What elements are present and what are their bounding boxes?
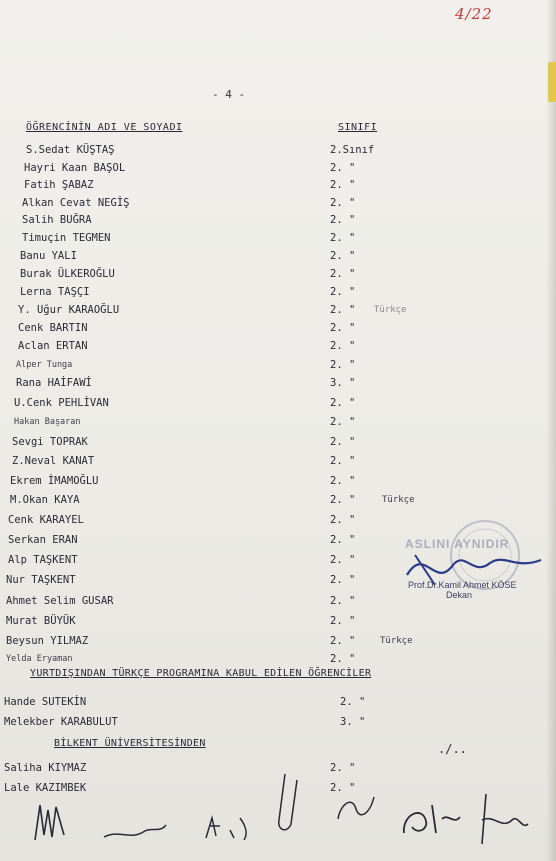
stamp-signer-name: Prof.Dr.Kamil Ahmet KÖSE [408,580,517,590]
section-title-abroad: YURTDIŞINDAN TÜRKÇE PROGRAMINA KABUL EDİLEN ÖĞRENCİLER [30,668,372,679]
student-name: Alp TAŞKENT [8,554,78,566]
table-row [0,714,556,730]
student-name: Lerna TAŞÇI [20,286,90,298]
student-name: Yelda Eryaman [6,654,73,664]
student-name: Nur TAŞKENT [6,574,76,586]
student-note: Türkçe [374,305,407,315]
student-name: Banu YALI [20,250,77,262]
student-name: Murat BÜYÜK [6,615,76,627]
stamp-signer [408,580,517,600]
student-class: 2. " [330,322,356,334]
student-class: 2. " [330,286,356,298]
signature-3-icon [200,810,260,844]
student-class: 2. " [330,455,356,467]
table-row [0,212,556,228]
student-name: Ahmet Selim GUSAR [6,595,114,607]
student-name: Y. Uğur KARAOĞLU [18,304,120,316]
table-row [0,473,556,489]
column-header-name: ÖĞRENCİNİN ADI VE SOYADI [26,122,183,133]
student-note: Türkçe [380,636,413,646]
table-row [0,230,556,246]
student-class: 3. " [330,377,356,389]
student-name: Timuçin TEGMEN [22,232,111,244]
student-name: Beysun YILMAZ [6,635,89,647]
student-class: 2. " [330,214,356,226]
official-stamp-icon [395,515,545,615]
student-class: 2. " [340,696,366,708]
table-row [0,633,556,649]
student-class: 2. " [330,635,356,647]
student-class: 2. " [330,782,356,794]
student-name: U.Cenk PEHLİVAN [14,397,109,409]
student-name: Sevgi TOPRAK [12,436,88,448]
table-row [0,266,556,282]
student-class: 2. " [330,179,356,191]
student-name: Z.Neval KANAT [12,455,95,467]
student-class: 2.Sınıf [330,144,375,156]
student-class: 2. " [330,595,356,607]
student-name: Alkan Cevat NEGİŞ [22,197,130,209]
yellow-tab [548,62,556,102]
table-row [0,195,556,211]
table-row [0,434,556,450]
student-class: 2. " [330,554,356,566]
student-class: 2. " [330,268,356,280]
student-name: Ekrem İMAMOĞLU [10,475,99,487]
page-number: - 4 - [212,88,246,101]
table-row [0,613,556,629]
student-name: Fatih ŞABAZ [24,179,94,191]
student-name: Serkan ERAN [8,534,78,546]
student-class: 2. " [330,514,356,526]
student-name: Melekber KARABULUT [4,716,118,728]
column-header-class: SINIFI [338,122,378,133]
table-row [0,414,556,430]
student-class: 2. " [330,232,356,244]
student-name: Rana HAİFAWİ [16,377,92,389]
student-name: Alper Tunga [16,360,73,370]
table-row [0,651,556,667]
student-name: Hayri Kaan BAŞOL [24,162,126,174]
table-row [0,453,556,469]
student-name: S.Sedat KÜŞTAŞ [26,144,115,156]
table-row [0,694,556,710]
student-name: Saliha KIYMAZ [4,762,87,774]
student-name: Hakan Başaran [14,417,81,427]
table-row [0,320,556,336]
table-row [0,338,556,354]
signature-6-icon [398,795,468,840]
signature-4-icon [265,770,315,845]
student-class: 2. " [330,397,356,409]
stamp-signer-title: Dekan [446,590,473,600]
student-class: 2. " [330,574,356,586]
student-name: Lale KAZIMBEK [4,782,87,794]
student-name: Cenk BARTIN [18,322,88,334]
table-row [0,375,556,391]
student-class: 2. " [330,304,356,316]
student-name: Burak ÜLKEROĞLU [20,268,115,280]
student-name: Aclan ERTAN [18,340,88,352]
student-class: 2. " [330,359,356,371]
student-class: 2. " [330,494,356,506]
student-name: Salih BUĞRA [22,214,92,226]
student-class: 2. " [330,250,356,262]
student-class: 2. " [330,416,356,428]
student-class: 2. " [330,436,356,448]
table-row [0,395,556,411]
table-row [0,160,556,176]
student-class: 2. " [330,162,356,174]
student-class: 2. " [330,475,356,487]
table-row [0,357,556,373]
stamp-text: ASLINI AYNIDIR [405,537,510,551]
student-name: M.Okan KAYA [10,494,80,506]
table-row [0,248,556,264]
student-name: Hande SUTEKİN [4,696,87,708]
table-row [0,284,556,300]
table-row [0,302,556,318]
student-class: 2. " [330,534,356,546]
student-class: 2. " [330,197,356,209]
student-class: 3. " [340,716,366,728]
signature-5-icon [330,785,380,825]
table-row [0,177,556,193]
student-note: Türkçe [382,495,415,505]
student-class: 2. " [330,615,356,627]
signature-2-icon [100,815,170,845]
section-title-bilkent: BİLKENT ÜNİVERSİTESİNDEN [54,738,206,749]
page-edge-shadow [546,0,556,861]
table-row [0,492,556,508]
student-name: Cenk KARAYEL [8,514,84,526]
table-row [0,142,556,158]
student-class: 2. " [330,762,356,774]
page-annotation: 4/22 [455,5,493,23]
signature-7-icon [472,790,532,850]
student-class: 2. " [330,653,356,665]
student-class: 2. " [330,340,356,352]
signature-1-icon [30,795,70,845]
continuation-dots: ./.. [438,742,467,756]
